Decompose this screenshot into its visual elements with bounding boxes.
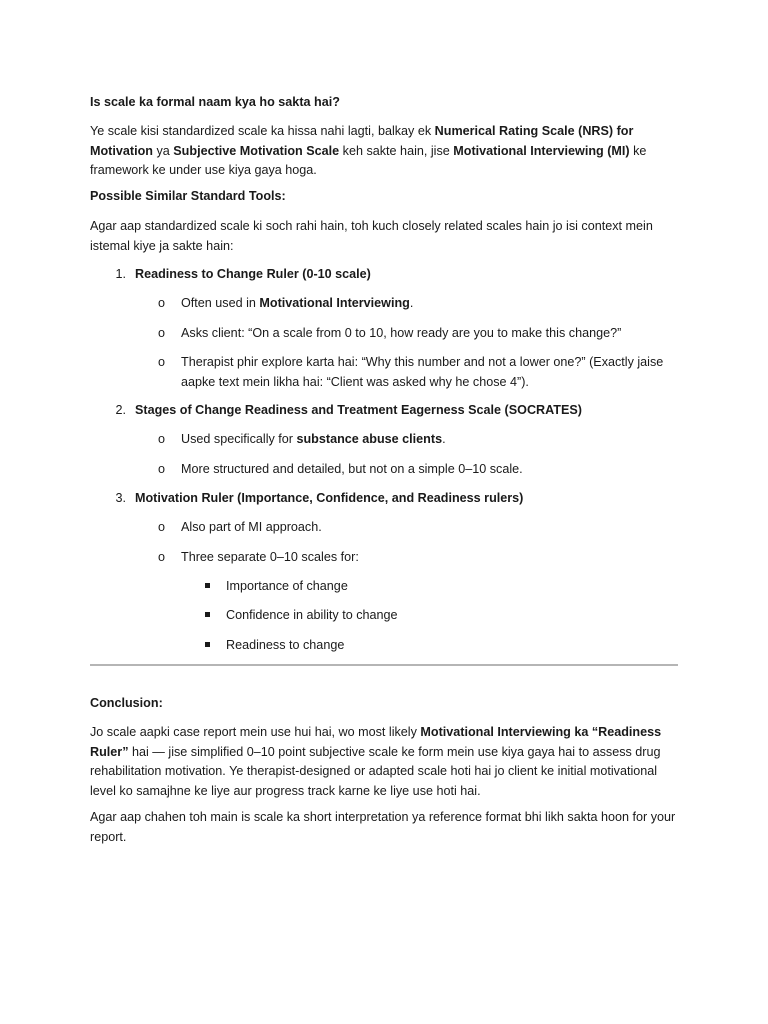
conclusion-text-2: hai — jise simplified 0–10 point subjective scale ke form mein use kiya gaya hai to assess drug rehabilitation motivation. Ye therapist-designed or adapted scale hoti hai jo client ke initial motivational level ko samajhne ke liye aur progress track karne ke liye use hoti hai. [90, 744, 661, 798]
closing-paragraph: Agar aap chahen toh main is scale ka short interpretation ya reference format bhi likh sakta hoon for your report. [90, 810, 676, 844]
tools-intro-paragraph: Agar aap standardized scale ki soch rahi hain, toh kuch closely related scales hain jo isi context mein istemal kiye ja sakte hain: [90, 219, 653, 253]
item-1-sub-1-bold: Motivational Interviewing [259, 296, 410, 310]
item-1-title: Readiness to Change Ruler (0-10 scale) [135, 267, 371, 281]
item-1-sub-2: Asks client: “On a scale from 0 to 10, how ready are you to make this change?” [181, 326, 622, 340]
item-3-sub-2: Three separate 0–10 scales for: [181, 550, 359, 564]
intro-bold-nrs: Numerical Rating Scale (NRS) for Motivation [90, 124, 634, 158]
item-3-title: Motivation Ruler (Importance, Confidence, and Readiness rulers) [135, 491, 524, 505]
subsub-item-importance: Importance of change [226, 579, 348, 593]
list-number-2: 2. [115, 403, 126, 417]
square-bullet-icon [205, 583, 210, 588]
bullet-o-2: o [158, 326, 166, 340]
item-3-sub-1: Also part of MI approach. [181, 520, 322, 534]
bullet-o-3: o [158, 355, 166, 369]
bullet-o-6: o [158, 520, 166, 534]
intro-bold-mi: Motivational Interviewing (MI) [453, 143, 630, 158]
list-number-3: 3. [115, 491, 126, 505]
item-2-title: Stages of Change Readiness and Treatment Eagerness Scale (SOCRATES) [135, 403, 582, 417]
item-1-sub-1-post: . [409, 296, 414, 310]
subsub-item-confidence: Confidence in ability to change [226, 608, 398, 622]
item-1-sub-1-pre: Often used in [181, 296, 260, 310]
list-number-1: 1. [115, 267, 126, 281]
item-1-sub-1 [181, 294, 680, 314]
horizontal-divider [90, 664, 678, 666]
intro-text-1: Ye scale kisi standardized scale ka hissa nahi lagti, balkay ek [90, 124, 435, 138]
bullet-o-4: o [158, 432, 166, 446]
item-2-sub-1-pre: Used specifically for [181, 432, 297, 446]
square-bullet-icon [205, 612, 210, 617]
item-2-sub-2: More structured and detailed, but not on a simple 0–10 scale. [181, 462, 523, 476]
conclusion-text-1: Jo scale aapki case report mein use hui hai, wo most likely [90, 725, 421, 739]
bullet-o-7: o [158, 550, 166, 564]
item-1-sub-3: Therapist phir explore karta hai: “Why this number and not a lower one?” (Exactly jaise aapke text mein likha hai: “Client was asked why he chose 4”). [181, 355, 664, 389]
intro-bold-sms: Subjective Motivation Scale [173, 143, 340, 158]
subsub-item-readiness: Readiness to change [226, 638, 345, 652]
intro-text-2: ya [152, 143, 174, 158]
item-2-sub-1-post: . [442, 432, 446, 446]
heading-conclusion: Conclusion: [90, 696, 163, 710]
intro-paragraph [90, 122, 680, 181]
bullet-o-1: o [158, 296, 166, 310]
heading-formal-name: Is scale ka formal naam kya ho sakta hai? [90, 95, 340, 109]
item-2-sub-1 [181, 430, 680, 450]
conclusion-paragraph [90, 723, 680, 801]
bullet-o-5: o [158, 462, 166, 476]
square-bullet-icon [205, 642, 210, 647]
conclusion-bold-ruler: Motivational Interviewing ka “Readiness Ruler” [90, 725, 662, 759]
heading-similar-tools: Possible Similar Standard Tools: [90, 189, 286, 203]
intro-text-3: keh sakte hain, jise [339, 143, 454, 158]
item-2-sub-1-bold: substance abuse clients [296, 432, 443, 446]
intro-text-4: ke framework ke under use kiya gaya hoga. [90, 143, 647, 177]
